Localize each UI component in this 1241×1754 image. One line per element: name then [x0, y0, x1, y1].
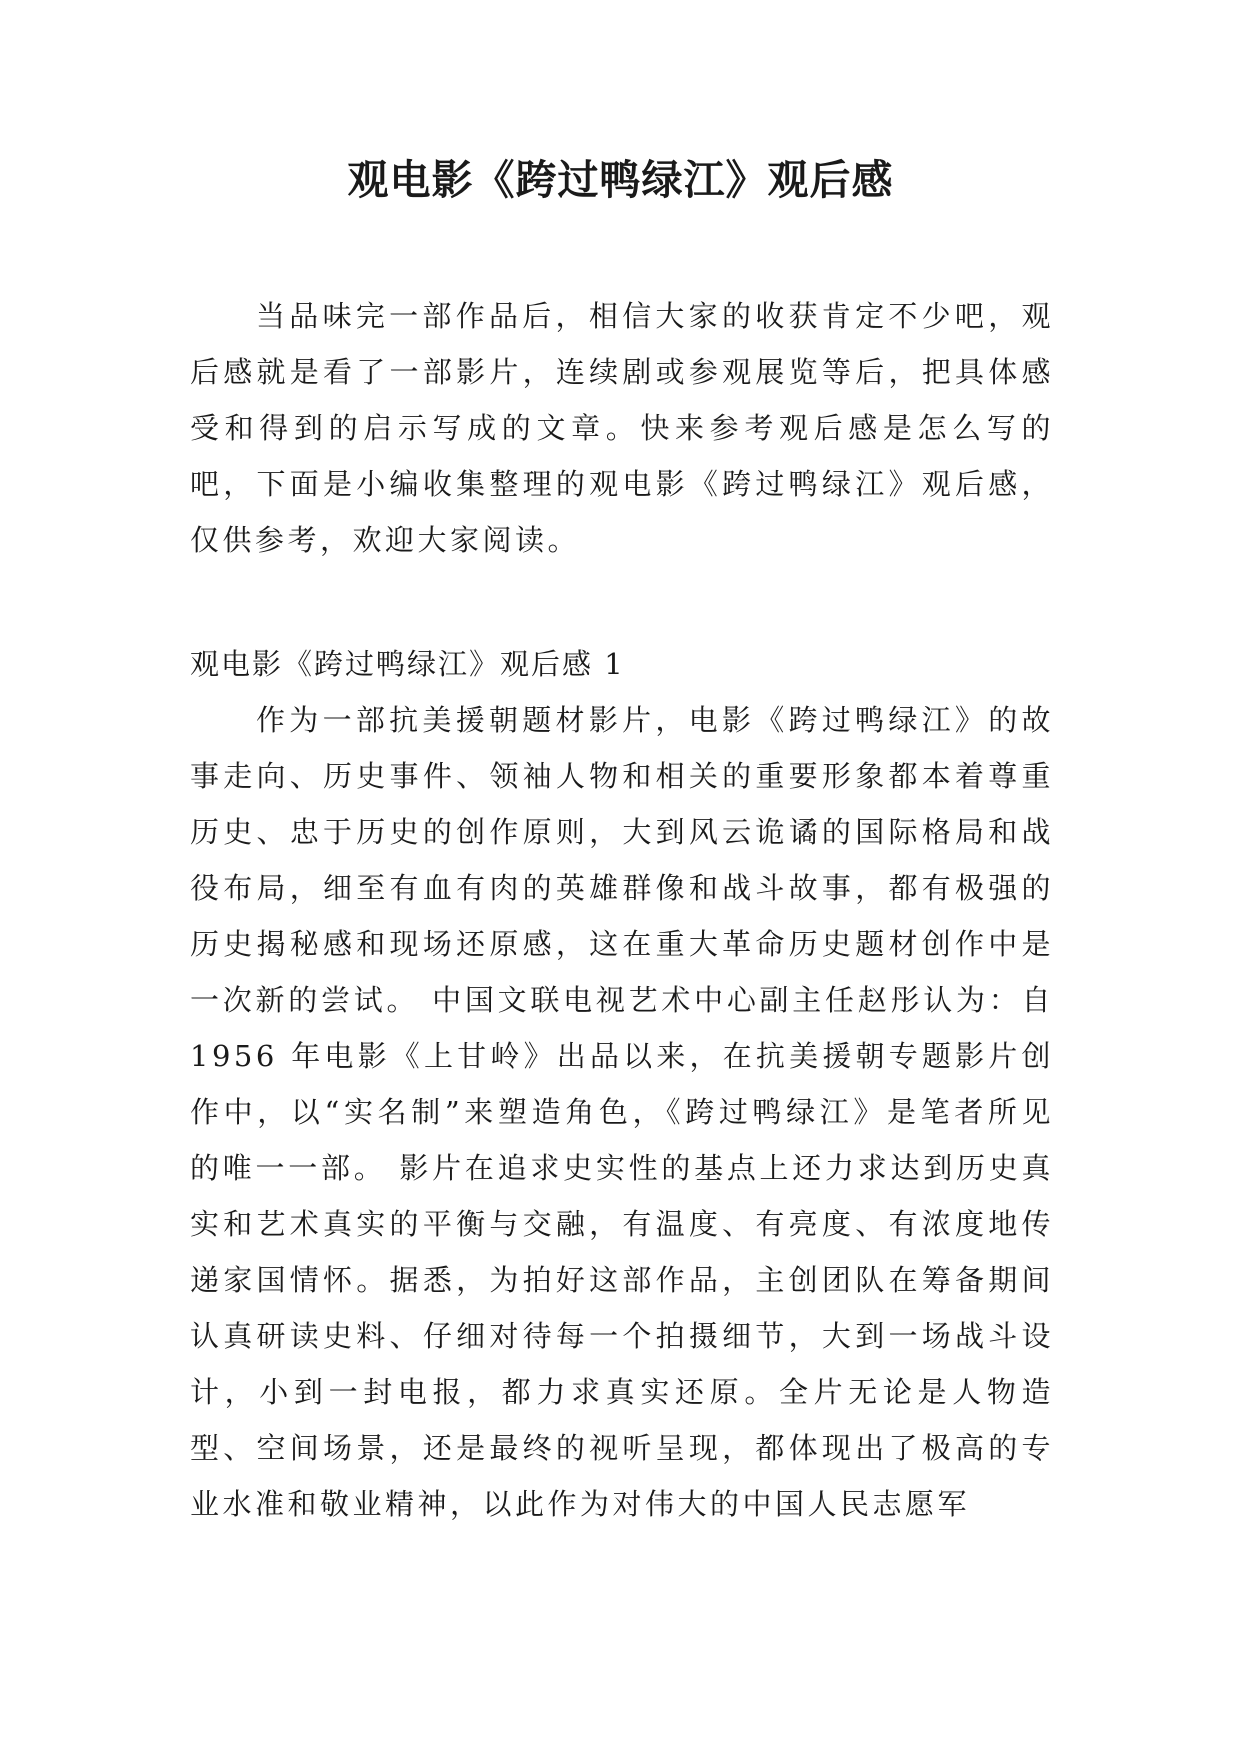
document-title: 观电影《跨过鸭绿江》观后感 [347, 156, 894, 204]
intro-paragraph: 当品味完一部作品后，相信大家的收获肯定不少吧，观后感就是看了一部影片，连续剧或参观展览等后，把具体感受和得到的启示写成的文章。快来参考观后感是怎么写的吧，下面是小编收集整理的观电影《跨过鸭绿江》观后感，仅供参考，欢迎大家阅读。 [190, 299, 1054, 557]
section-heading: 观电影《跨过鸭绿江》观后感 1 [190, 647, 625, 681]
section-paragraph: 作为一部抗美援朝题材影片，电影《跨过鸭绿江》的故事走向、历史事件、领袖人物和相关的重要形象都本着尊重历史、忠于历史的创作原则，大到风云诡谲的国际格局和战役布局，细至有血有肉的英雄群像和战斗故事，都有极强的历史揭秘感和现场还原感，这在重大革命历史题材创作中是一次新的尝试。 中国文联电视艺术中心副主任赵彤认为：自 1956 年电影《上甘岭》出品以来，在抗美援朝专题影片创作中，以“实名制”来塑造角色，《跨过鸭绿江》是笔者所见的唯一一部。 影片在追求史实性的基点上还力求达到历史真实和艺术真实的平衡与交融，有温度、有亮度、有浓度地传递家国情怀。据悉，为拍好这部作品，主创团队在筹备期间认真研读史料、仔细对待每一个拍摄细节，大到一场战斗设计，小到一封电报，都力求真实还原。全片无论是人物造型、空间场景，还是最终的视听呈现，都体现出了极高的专业水准和敬业精神，以此作为对伟大的中国人民志愿军 [190, 703, 1054, 1521]
